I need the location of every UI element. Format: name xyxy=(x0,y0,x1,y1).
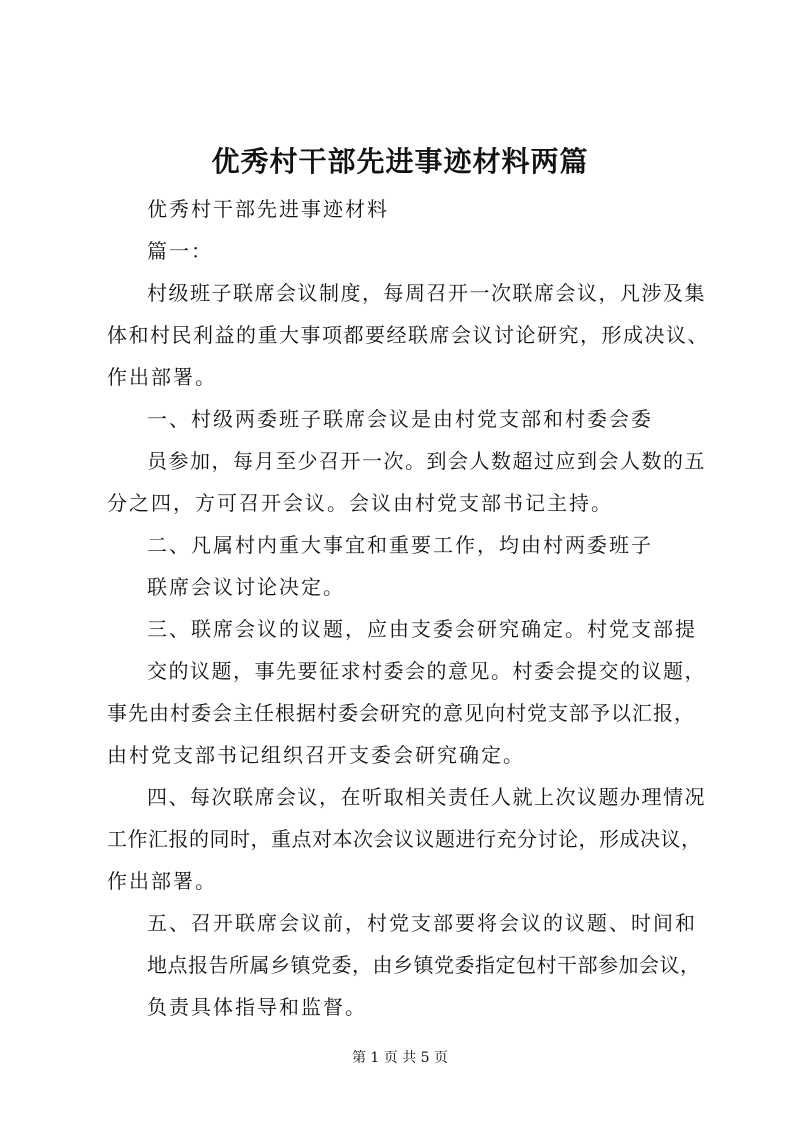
paragraph-line: 事先由村委会主任根据村委会研究的意见向村党支部予以汇报， xyxy=(107,701,695,725)
page-footer: 第 1 页 共 5 页 xyxy=(351,1050,449,1066)
paragraph-line: 交的议题，事先要征求村委会的意见。村委会提交的议题， xyxy=(147,659,706,683)
subtitle-line: 优秀村干部先进事迹材料 xyxy=(147,197,389,221)
paragraph-line: 体和村民利益的重大事项都要经联席会议讨论研究，形成决议、 xyxy=(107,323,709,347)
paragraph-line: 由村党支部书记组织召开支委会研究确定。 xyxy=(107,743,525,767)
paragraph-line: 联席会议讨论决定。 xyxy=(147,575,345,599)
paragraph-line: 工作汇报的同时，重点对本次会议议题进行充分讨论，形成决议， xyxy=(107,827,702,851)
paragraph-line: 地点报告所属乡镇党委，由乡镇党委指定包村干部参加会议， xyxy=(147,953,701,977)
paragraph-line: 三、联席会议的议题，应由支委会研究确定。村党支部提 xyxy=(147,617,697,641)
paragraph-line: 负责具体指导和监督。 xyxy=(147,995,367,1019)
paragraph-line: 村级班子联席会议制度，每周召开一次联席会议，凡涉及集 xyxy=(147,281,706,305)
paragraph-line: 五、召开联席会议前，村党支部要将会议的议题、时间和 xyxy=(147,911,697,935)
paragraph-line: 员参加，每月至少召开一次。到会人数超过应到会人数的五 xyxy=(147,449,706,473)
section-label: 篇一： xyxy=(147,239,213,263)
paragraph-line: 分之四，方可召开会议。会议由村党支部书记主持。 xyxy=(107,491,613,515)
document-title: 优秀村干部先进事迹材料两篇 xyxy=(211,145,589,178)
paragraph-line: 作出部署。 xyxy=(107,869,217,893)
paragraph-line: 二、凡属村内重大事宜和重要工作，均由村两委班子 xyxy=(147,533,653,557)
paragraph-line: 四、每次联席会议，在听取相关责任人就上次议题办理情况 xyxy=(147,785,706,809)
paragraph-line: 作出部署。 xyxy=(107,365,217,389)
paragraph-line: 一、村级两委班子联席会议是由村党支部和村委会委 xyxy=(147,407,653,431)
